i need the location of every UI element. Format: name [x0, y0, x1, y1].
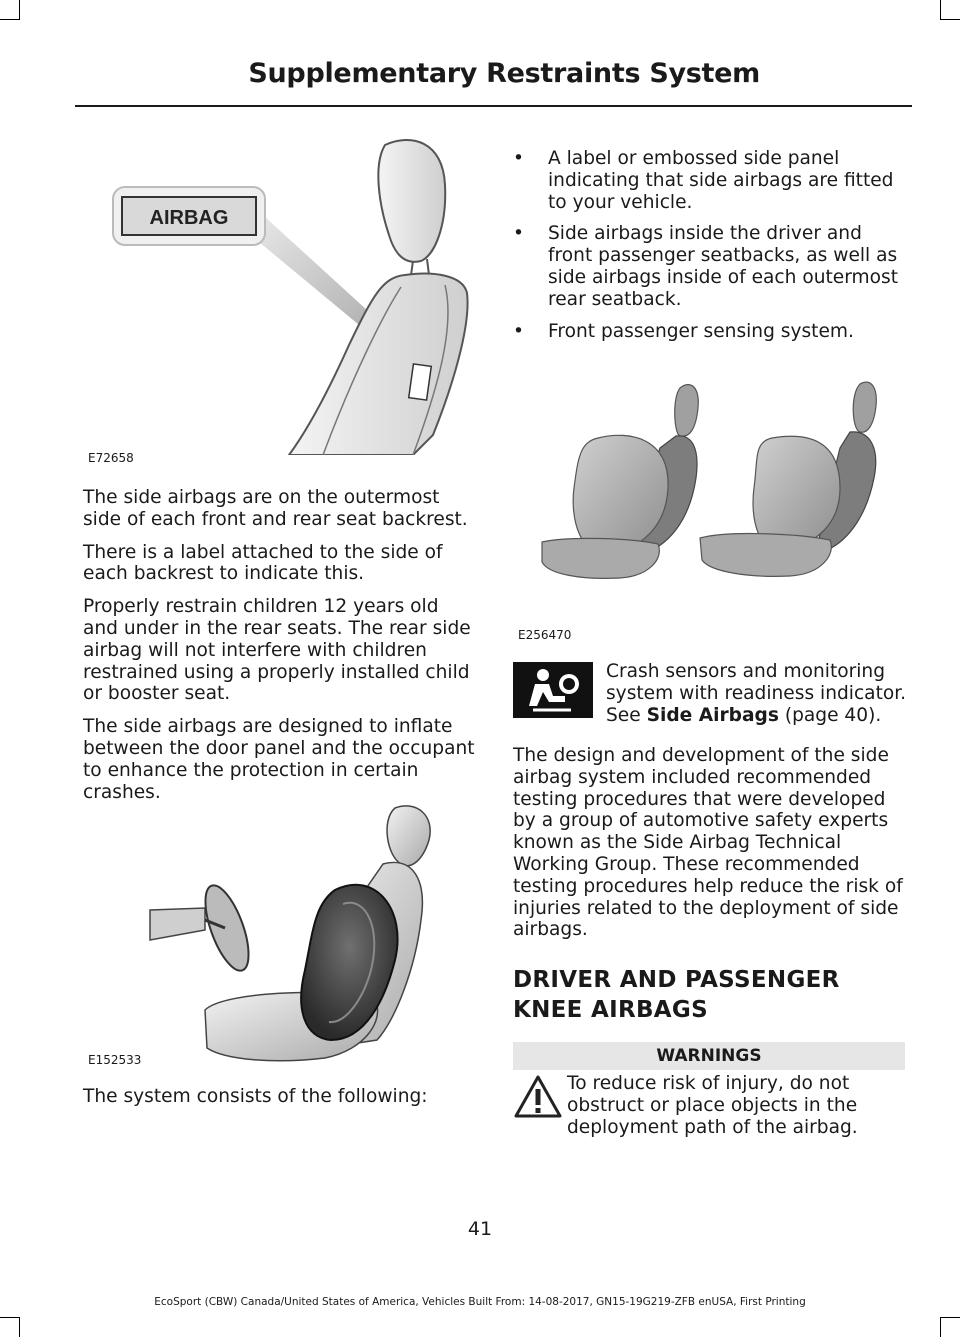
crop-mark	[940, 19, 960, 20]
warning-triangle-icon	[513, 1074, 563, 1120]
crop-mark	[940, 1317, 960, 1318]
design-paragraph-block	[513, 745, 908, 941]
list-item: • Side airbags inside the driver and front passenger seatbacks, as well as side airbags inside of each outermost rear seatback.	[513, 223, 899, 310]
indicator-description	[606, 661, 908, 726]
footer: EcoSport (CBW) Canada/United States of America, Vehicles Built From: 14-08-2017, GN15-19G219-ZFB enUSA, First Printing	[154, 1296, 806, 1308]
seat-airbag-label-illustration	[83, 125, 473, 455]
two-seats-side-airbags-illustration	[540, 378, 910, 583]
section-heading-line1: DRIVER AND PASSENGER	[513, 967, 840, 993]
paragraph: The side airbags are on the outermost side of each front and rear seat backrest.	[83, 487, 468, 530]
figure-code: E256470	[518, 628, 572, 642]
warning-text: To reduce risk of injury, do not obstruct or place objects in the deployment path of the airbag.	[567, 1073, 858, 1138]
side-airbag-deployed-illustration	[145, 800, 445, 1070]
crop-mark	[0, 19, 20, 20]
airbag-label-text: AIRBAG	[149, 207, 229, 229]
paragraph: Properly restrain children 12 years old and under in the rear seats. The rear side airbag will not interfere with children restrained using a properly installed child or booster seat.	[83, 596, 471, 705]
paragraph: There is a label attached to the side of each backrest to indicate this.	[83, 541, 443, 585]
page-number: 41	[467, 1218, 493, 1240]
page-title: Supplementary Restraints System	[248, 58, 760, 89]
side-airbags-link[interactable]: Side Airbags	[646, 704, 779, 726]
crop-mark	[19, 0, 20, 20]
indicator-text: Crash sensors and monitoring system with readiness indicator. See	[606, 661, 907, 726]
bullet-glyph: •	[513, 223, 524, 245]
list-item: • A label or embossed side panel indicating that side airbags are fitted to your vehicle.	[513, 148, 894, 213]
figure-code: E152533	[88, 1053, 142, 1067]
crop-mark	[940, 1317, 941, 1337]
warning-text-block	[567, 1073, 905, 1138]
crop-mark	[0, 1317, 20, 1318]
paragraph: The side airbags are designed to inflate between the door panel and the occupant to enhance the protection in certain crashes.	[83, 716, 475, 803]
list-item: • Front passenger sensing system.	[513, 320, 854, 342]
crop-mark	[940, 0, 941, 20]
indicator-page-ref: (page 40).	[778, 704, 882, 726]
design-paragraph: The design and development of the side airbag system included recommended testing procedures that were developed by a group of automotive safety experts known as the Side Airbag Technical Working Group. These recommended testing procedures help reduce the risk of injuries related to the deployment of side airbags.	[513, 745, 903, 941]
bullet-glyph: •	[513, 320, 524, 342]
left-column-text	[83, 487, 475, 803]
component-list-block	[513, 148, 908, 342]
system-intro-block	[83, 1086, 475, 1108]
warnings-title: WARNINGS	[513, 1042, 905, 1070]
header-rule	[75, 105, 912, 107]
system-intro: The system consists of the following:	[83, 1086, 428, 1107]
section-heading-line2: KNEE AIRBAGS	[513, 997, 708, 1023]
figure-code: E72658	[88, 451, 134, 465]
bullet-glyph: •	[513, 148, 524, 169]
component-list	[513, 148, 908, 342]
airbag-indicator-icon	[513, 662, 593, 718]
crop-mark	[19, 1317, 20, 1337]
